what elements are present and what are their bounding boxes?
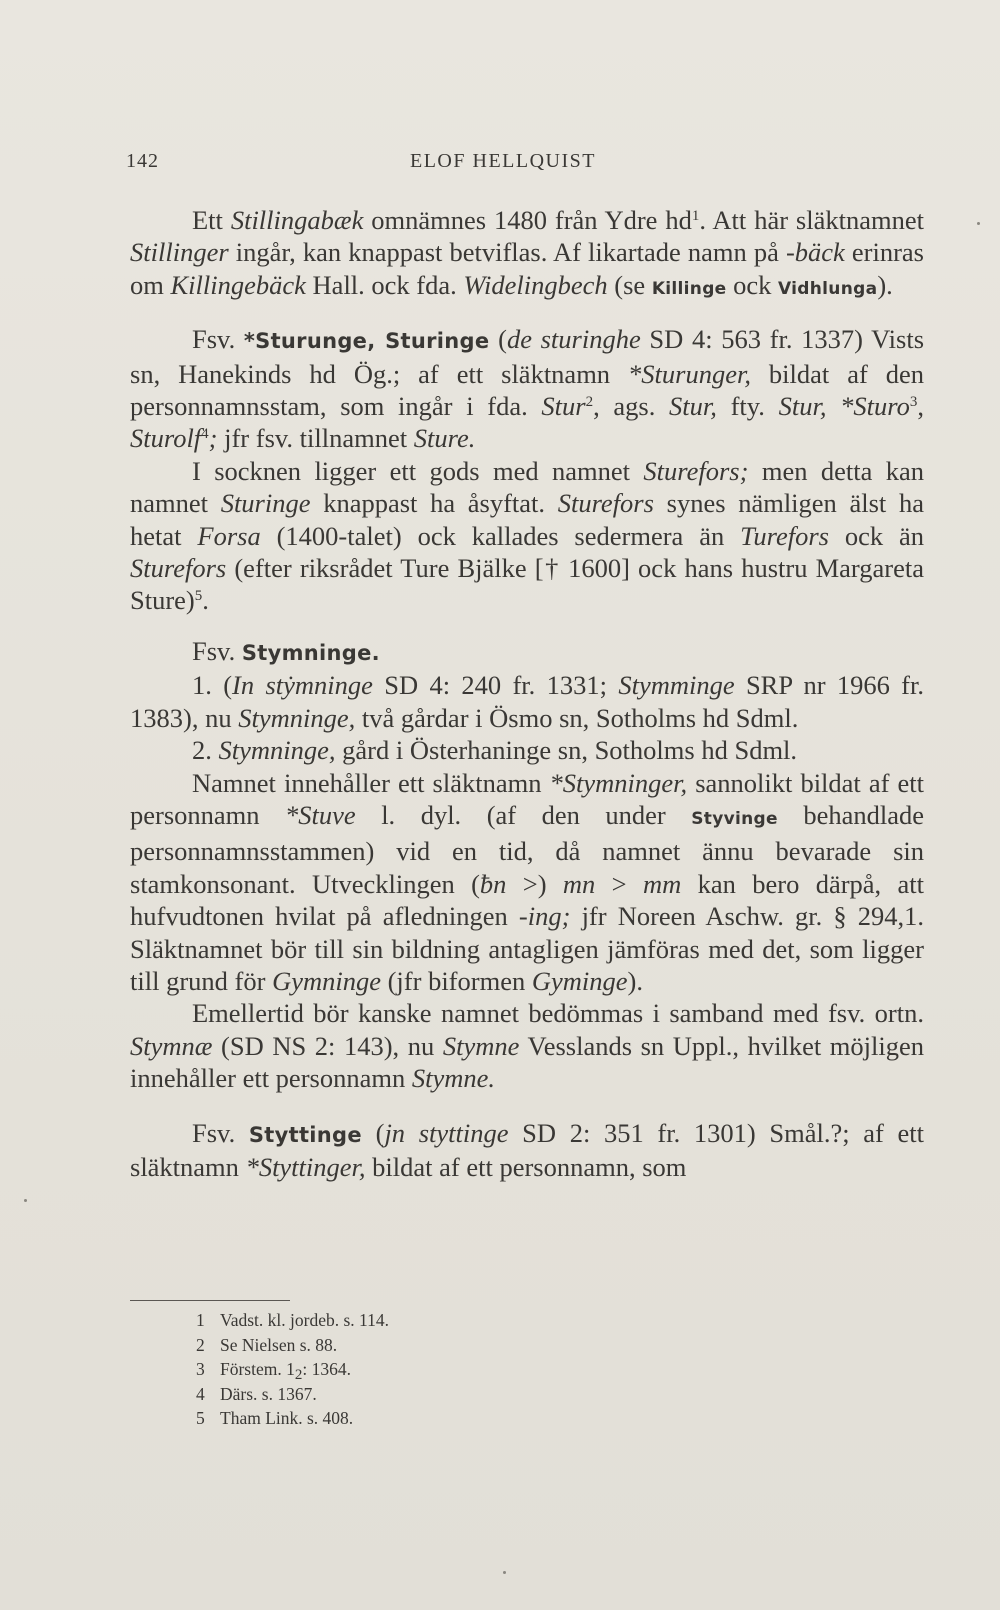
footnote-text: : 1364. (302, 1359, 351, 1380)
footnote-text: Tham Link. s. 408. (220, 1408, 354, 1429)
entry-headword: Stymninge. (241, 640, 380, 665)
footnote-number: 2 (196, 1334, 205, 1355)
footnote (196, 1308, 696, 1333)
footnote (196, 1406, 696, 1431)
entry-sturunge: Fsv. *Sturunge, Sturinge (de sturinghe SD 4: 563 fr. 1337) Vists sn, Hanekinds hd Ög.; af ett släktnamn *Sturunger, bildat af den personnamnsstam, som ingår i fda. Stur$^2$, ags. Stur, fty. Stur, *Sturo$^3$, Sturolf$^4$; jfr fsv. tillnamnet Sture. (130, 324, 925, 454)
page-number: 142 (126, 150, 159, 172)
paragraph-sturefors: I socknen ligger ett gods med namnet Sturefors; men detta kan namnet Sturinge knappast ha åsyftat. Sturefors synes nämligen älst ha hetat Forsa (1400-talet) ock kallades sedermera än Turefors ock än Sturefors (efter riksrådet Ture Bjälke [† 1600] ock hans hustru Margareta Sture)$^5$. (130, 455, 924, 616)
entry-headword: *Sturunge, Sturinge (243, 329, 490, 354)
paragraph-stymninge-2: 2. Stymninge, gård i Österhaninge sn, Sotholms hd Sdml. (192, 735, 798, 766)
main-text (130, 204, 924, 1183)
footnote-ref: 4 (201, 426, 209, 443)
footnote-number: 4 (196, 1383, 205, 1404)
footnote-ref: 3 (909, 394, 918, 411)
footnote (196, 1333, 696, 1358)
footnote (196, 1382, 696, 1407)
footnote-subscript: 2 (294, 1367, 303, 1384)
paper-speck (503, 1571, 506, 1574)
footnote-ref: 5 (194, 588, 203, 605)
paragraph-namnet: Namnet innehåller ett släktnamn *Stymninger, sannolikt bildat af ett personnamn *Stuve l. dyl. (af den under Styvinge behandlade personnamnsstammen) vid en tid, då namnet ännu bevarade sin stamkonsonant. Utvecklingen (ƀn >) mn > mm kan bero därpå, att hufvudtonen hvilat på afledningen -ing; jfr Noreen Aschw. gr. § 294,1. Släktnamnet bör till sin bildning antagligen jämföras med det, som ligger till grund för Gymninge (jfr biformen Gyminge). (130, 767, 925, 996)
footnotes (196, 1308, 696, 1431)
paragraph-stillingabaek: Ett Stillingabæk omnämnes 1480 från Ydre $hd^1$. Att här släktnamnet Stillinger ingår, kan knappast betviflas. Af likartade namn på -bäck erinras om Killingebäck Hall. ock fda. Widelingbech (se Killinge ock Vidhlunga). (130, 205, 924, 300)
footnote-text: Därs. s. 1367. (220, 1383, 317, 1404)
paragraph-stymninge-1: 1. (In stẏmninge SD 4: 240 fr. 1331; Stymminge SRP nr 1966 fr. 1383), nu Stymninge, två gårdar i Ösmo sn, Sotholms hd Sdml. (130, 670, 924, 733)
footnote-text: Förstem. 1 (220, 1359, 295, 1380)
running-head (126, 150, 926, 180)
paragraph-emellertid: Emellertid bör kanske namnet bedömmas i samband med fsv. ortn. Stymnæ (SD NS 2: 143), nu Stymne Vesslands sn Uppl., hvilket möjligen innehåller ett personnamn Stymne. (130, 998, 925, 1094)
footnote-number: 3 (196, 1359, 205, 1380)
footnote-number: 5 (196, 1408, 205, 1429)
footnote-text: Se Nielsen s. 88. (220, 1334, 338, 1355)
paper-speck (24, 1199, 27, 1202)
cross-reference: Styvinge (691, 808, 778, 829)
footnote (196, 1357, 696, 1382)
footnote-number: 1 (196, 1310, 205, 1330)
footnote-text: Vadst. kl. jordeb. s. 114. (220, 1310, 389, 1330)
footnote-divider (130, 1300, 290, 1301)
cross-reference: Killinge (651, 278, 727, 299)
footnote-ref: 1 (691, 208, 700, 224)
paper-speck (977, 222, 980, 225)
entry-styttinge: Fsv. Styttinge (jn styttinge SD 2: 351 fr. 1301) Smål.?; af ett släktnamn *Styttinger, bildat af ett personnamn, som (130, 1117, 924, 1182)
entry-headword: Styttinge (248, 1122, 362, 1147)
running-head-author: ELOF HELLQUIST (410, 150, 596, 172)
entry-stymninge: Fsv. Stymninge. (192, 635, 380, 666)
cross-reference: Vidhlunga (778, 278, 878, 299)
footnote-ref: 2 (585, 394, 594, 411)
